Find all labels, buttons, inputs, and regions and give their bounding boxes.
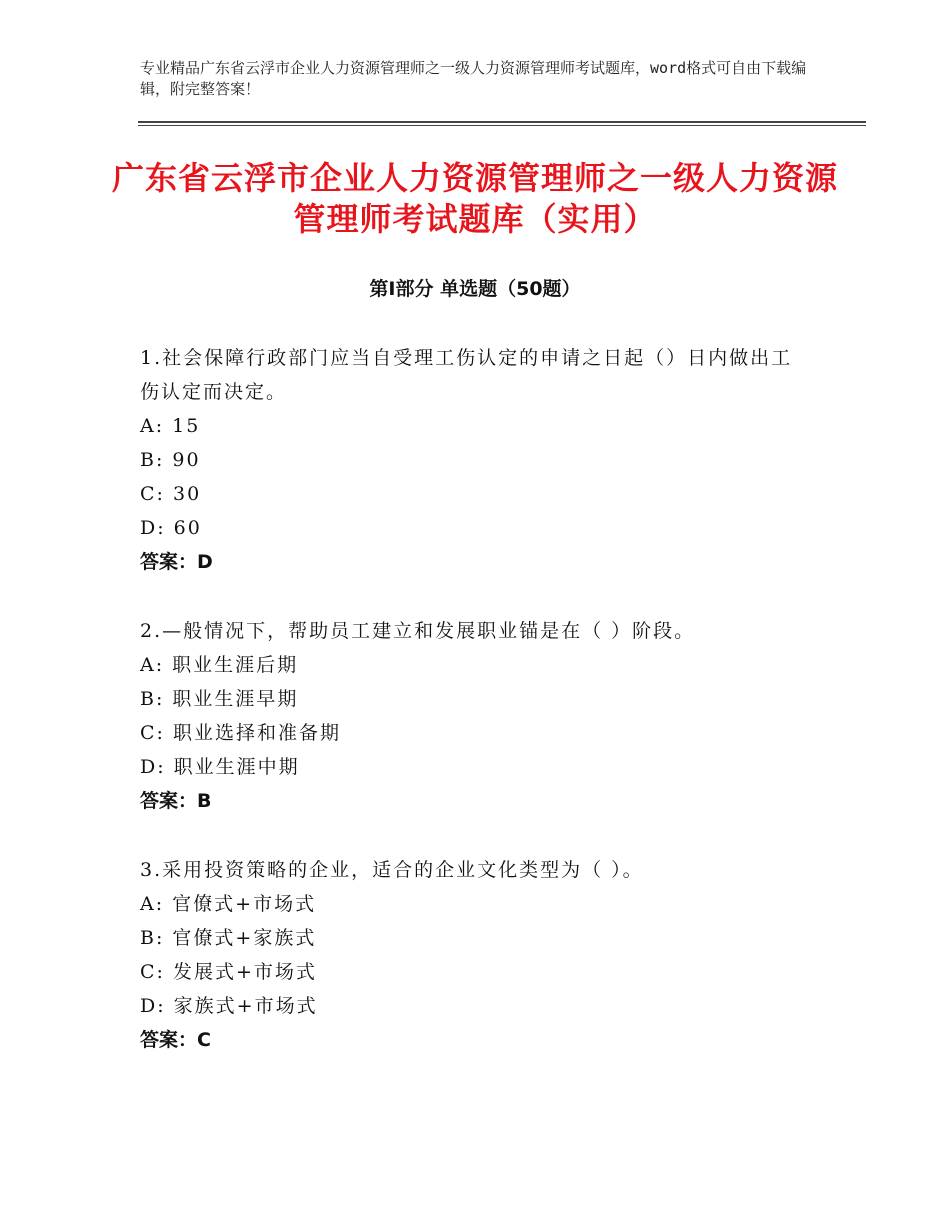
answer: 答案：B [140, 790, 212, 812]
option-a: A: 职业生涯后期 [140, 654, 299, 676]
option-d: D: 家族式+市场式 [140, 995, 318, 1017]
question-3 [140, 853, 810, 1057]
question-stem: 3.采用投资策略的企业，适合的企业文化类型为（ ）。 [140, 859, 644, 881]
question-stem: 2.—般情况下，帮助员工建立和发展职业锚是在（ ）阶段。 [140, 620, 696, 642]
header-rule-thin [138, 125, 866, 126]
header-rule-thick [138, 121, 866, 123]
option-d: D: 60 [140, 517, 202, 539]
question-2 [140, 614, 810, 818]
answer: 答案：D [140, 551, 213, 573]
section-title: 第Ⅰ部分 单选题（50题） [369, 278, 581, 300]
answer: 答案：C [140, 1029, 211, 1051]
question-1 [140, 341, 810, 579]
header-note: 专业精品广东省云浮市企业人力资源管理师之一级人力资源管理师考试题库，word格式可自由下载编辑，附完整答案！ [140, 59, 807, 98]
option-b: B: 职业生涯早期 [140, 688, 299, 710]
option-b: B: 官僚式+家族式 [140, 927, 317, 949]
document-title: 广东省云浮市企业人力资源管理师之一级人力资源管理师考试题库（实用） [111, 159, 838, 238]
option-c: C: 职业选择和准备期 [140, 722, 341, 744]
question-stem: 1.社会保障行政部门应当自受理工伤认定的申请之日起（）日内做出工伤认定而决定。 [140, 347, 793, 403]
option-d: D: 职业生涯中期 [140, 756, 300, 778]
option-c: C: 发展式+市场式 [140, 961, 317, 983]
option-a: A: 15 [140, 415, 201, 437]
option-b: B: 90 [140, 449, 201, 471]
option-c: C: 30 [140, 483, 202, 505]
option-a: A: 官僚式+市场式 [140, 893, 317, 915]
